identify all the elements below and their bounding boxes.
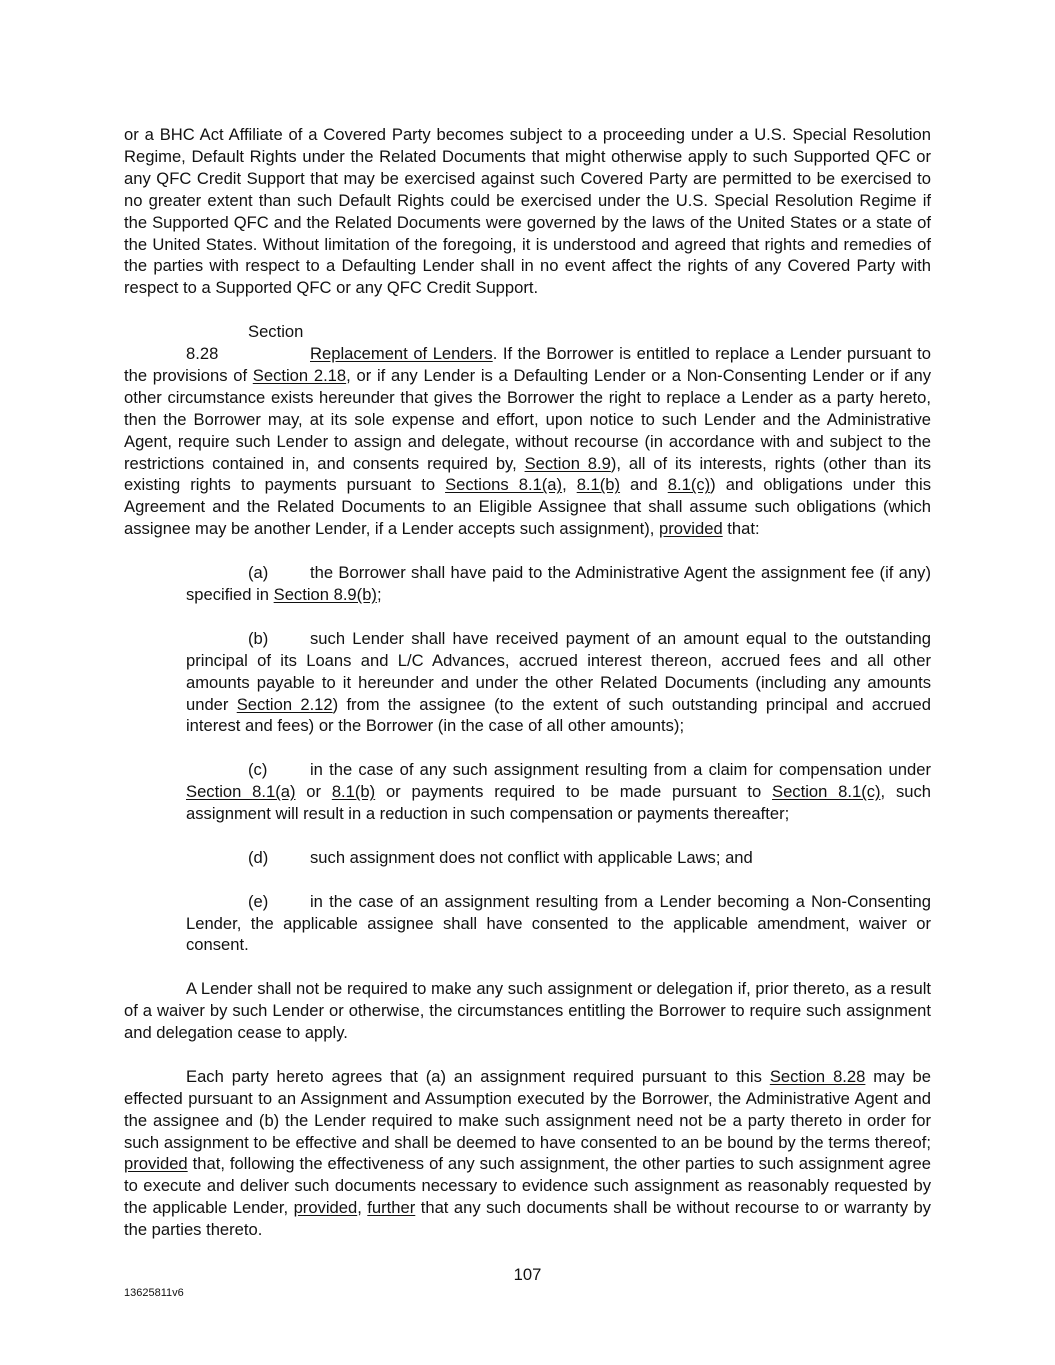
ref-section-8-28: Section 8.28 bbox=[769, 1066, 866, 1086]
section-number: Section 8.28 bbox=[186, 322, 304, 364]
section-title: Replacement of Lenders bbox=[310, 344, 493, 364]
clause-d: (d) such assignment does not conflict with applicable Laws; and bbox=[248, 847, 753, 867]
clause-c: (c) in the case of any such assignment resulting from a claim for compensation under Section 8.1(a) or 8.1(b) or payments required to be made pursuant to Section 8.1(c), such assignment will result in a reduction in such compensation or payments thereafter; bbox=[186, 760, 931, 824]
each-party-paragraph: Each party hereto agrees that (a) an assignment required pursuant to this Section 8.28 may be effected pursuant to an Assignment and Assumption executed by the Borrower, the Administrative Agent and the assignee and (b) the Lender required to make such assignment need not be a party thereto in order for such assignment to be effective and shall be deemed to have consented to an be bound by the terms thereof; provided that, following the effectiveness of any such assignment, the other parties to such assignment agree to execute and deliver such documents necessary to evidence such assignment as reasonably requested by the applicable Lender, provided, further that any such documents shall be without recourse to or warranty by the parties thereto. bbox=[124, 1066, 931, 1240]
clause-b: (b) such Lender shall have received payment of an amount equal to the outstanding principal of its Loans and L/C Advances, accrued interest thereon, accrued fees and all other amounts payable to it hereunder and under the other Related Documents (including any amounts under Section 2.12) from the assignee (to the extent of such outstanding principal and accrued interest and fees) or the Borrower (in the case of all other amounts); bbox=[186, 628, 931, 736]
ref-section-8-1b: 8.1(b) bbox=[576, 475, 621, 495]
clause-label: (a) bbox=[248, 563, 269, 583]
clause-label: (c) bbox=[248, 760, 268, 780]
waiver-paragraph: A Lender shall not be required to make any such assignment or delegation if, prior thereto, as a result of a waiver by such Lender or otherwise, the circumstances entitling the Borrower to require such assignment and delegation cease to apply. bbox=[124, 979, 931, 1043]
further-term: further bbox=[367, 1198, 416, 1218]
ref-section-8-1b: 8.1(b) bbox=[331, 782, 376, 802]
ref-section-2-18: Section 2.18 bbox=[252, 365, 347, 385]
provided-term: provided bbox=[659, 519, 723, 539]
ref-section-8-1c: Section 8.1(c) bbox=[772, 782, 881, 802]
provided-term: provided bbox=[124, 1154, 188, 1174]
document-body bbox=[124, 124, 931, 1241]
ref-section-8-9: Section 8.9 bbox=[524, 453, 611, 473]
ref-section-8-1c: 8.1(c) bbox=[667, 475, 711, 495]
ref-section-8-1a: Section 8.1(a) bbox=[186, 782, 296, 802]
clause-e: (e) in the case of an assignment resulting from a Lender becoming a Non-Consenting Lender, the applicable assignee shall have consented to the applicable amendment, waiver or consent. bbox=[186, 891, 931, 955]
clause-label: (d) bbox=[248, 847, 269, 867]
ref-section-2-12: Section 2.12 bbox=[236, 694, 333, 714]
document-id: 13625811v6 bbox=[124, 1287, 184, 1299]
provided-term: provided bbox=[293, 1198, 358, 1218]
ref-section-8-1a: Sections 8.1(a) bbox=[445, 475, 563, 495]
section-8-28-paragraph: Section 8.28 Replacement of Lenders. If the Borrower is entitled to replace a Lender pursuant to the provisions of Section 2.18, or if any Lender is a Defaulting Lender or a Non-Consenting Lender or if any other circumstance exists hereunder that gives the Borrower the right to replace a Lender as a party hereto, then the Borrower may, at its sole expense and effort, upon notice to such Lender and the Administrative Agent, require such Lender to assign and delegate, without recourse (in accordance with and subject to the restrictions contained in, and consents required by, Section 8.9), all of its interests, rights (other than its existing rights to payments pursuant to Sections 8.1(a), 8.1(b) and 8.1(c)) and obligations under this Agreement and the Related Documents to an Eligible Assignee that shall assume such obligations (which assignee may be another Lender, if a Lender accepts such assignment), provided that: bbox=[124, 322, 931, 539]
continuation-paragraph: or a BHC Act Affiliate of a Covered Party becomes subject to a proceeding under a U.S. Special Resolution Regime, Default Rights under the Related Documents that might otherwise apply to such Supported QFC or any QFC Credit Support that may be exercised against such Covered Party are permitted to be exercised to no greater extent than such Default Rights could be exercised under the U.S. Special Resolution Regime if the Supported QFC and the Related Documents were governed by the laws of the United States or a state of the United States. Without limitation of the foregoing, it is understood and agreed that rights and remedies of the parties with respect to a Defaulting Lender shall in no event affect the rights of any Covered Party with respect to a Supported QFC or any QFC Credit Support. bbox=[124, 125, 931, 298]
ref-section-8-9b: Section 8.9(b) bbox=[273, 585, 377, 604]
clause-a: (a) the Borrower shall have paid to the Administrative Agent the assignment fee (if any) specified in Section 8.9(b); bbox=[186, 563, 931, 604]
page-number: 107 bbox=[513, 1265, 542, 1284]
clause-label: (b) bbox=[248, 628, 269, 648]
clause-label: (e) bbox=[248, 891, 269, 911]
